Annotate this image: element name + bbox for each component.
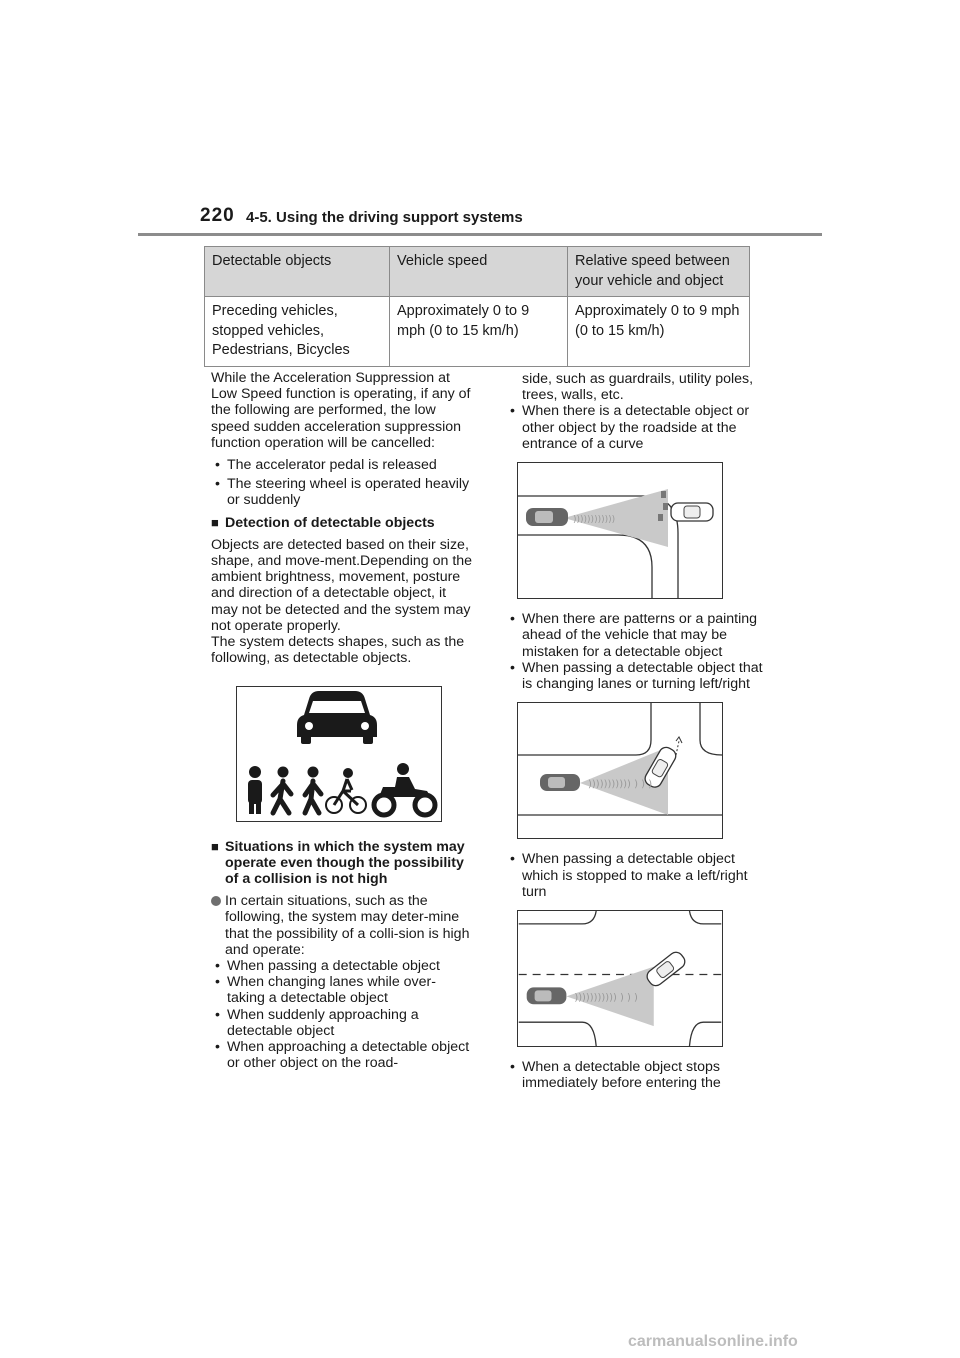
curve-scenario-figure xyxy=(517,462,723,599)
list-item: • When passing a detectable object xyxy=(215,958,440,975)
car-top-icon xyxy=(527,987,567,1004)
table-header-cell: Vehicle speed xyxy=(390,247,568,297)
table-cell: Preceding vehicles, stopped vehicles, Pedestrians, Bicycles xyxy=(205,297,390,367)
situations-heading: ■ Situations in which the system may operate even though the possibility of a collision is not high xyxy=(211,838,465,888)
svg-text:))))))))))) ) ) ): ))))))))))) ) ) ) xyxy=(588,779,653,791)
car-front-icon xyxy=(297,691,377,744)
page-number: 220 xyxy=(200,205,235,226)
table-cell: Approximately 0 to 9 mph (0 to 15 km/h) xyxy=(568,297,750,367)
car-top-icon xyxy=(540,774,580,791)
detectable-objects-table xyxy=(204,246,750,367)
stopped-turn-scenario-figure xyxy=(517,910,723,1047)
pedestrian-walking-icon xyxy=(305,767,321,814)
turning-scenario-figure xyxy=(517,702,723,839)
pedestrian-standing-icon xyxy=(248,766,262,814)
list-item: • When there are patterns or a painting ahead of the vehicle that may be mistaken for a detectable object xyxy=(510,611,758,660)
list-item: • When there is a detectable object or other object by the roadside at the entrance of a curve xyxy=(510,403,750,452)
list-item: • When a detectable object stops immediately before entering the xyxy=(510,1059,721,1092)
list-item: • When passing a detectable object that is changing lanes or turning left/right xyxy=(510,659,763,693)
watermark: carmanualsonline.info xyxy=(628,1333,798,1350)
table-header-cell: Relative speed between your vehicle and object xyxy=(568,247,750,297)
list-item: • When suddenly approaching a detectable object xyxy=(215,1006,419,1039)
bicycle-icon xyxy=(326,768,366,813)
svg-text:)))))))))))): )))))))))))) xyxy=(573,515,616,526)
left-column xyxy=(211,370,473,1072)
list-item: • When changing lanes while over-taking a detectable object xyxy=(215,974,436,1007)
svg-text:))))))))))) ) ) ): ))))))))))) ) ) ) xyxy=(574,992,638,1004)
motorcycle-icon xyxy=(374,763,435,815)
section-title: 4-5. Using the driving support systems xyxy=(246,209,523,226)
pedestrian-walking-icon xyxy=(273,767,291,814)
table-cell: Approximately 0 to 9 mph (0 to 15 km/h) xyxy=(390,297,568,367)
car-top-icon xyxy=(526,508,568,526)
list-item: • When approaching a detectable object or other object on the road- xyxy=(215,1039,470,1072)
table-header-row xyxy=(205,247,750,297)
detection-paragraph: Objects are detected based on their size, shape, and move-ment.Depending on the ambient brightness, movement, posture and direction of a detectable object, it may not be detected and the system may not operate properly. xyxy=(211,536,473,634)
table-header-cell: Detectable objects xyxy=(205,247,390,297)
detection-heading: ■ Detection of detectable objects xyxy=(211,514,435,531)
intro-paragraph: While the Acceleration Suppression at Low Speed function is operating, if any of the following are performed, the low speed sudden acceleration suppression function operation will be cancelled: xyxy=(211,370,471,451)
header-divider xyxy=(138,233,822,236)
list-item: • The accelerator pedal is released xyxy=(215,457,437,474)
car-top-icon xyxy=(671,503,713,521)
detectable-objects-figure xyxy=(236,686,442,822)
right-column xyxy=(506,371,768,1092)
page-header xyxy=(200,205,820,235)
circle-list-item: In certain situations, such as the following, the system may deter-mine that the possibility of a colli-sion is high and operate: xyxy=(211,893,473,958)
list-item: • The steering wheel is operated heavily or suddenly xyxy=(215,476,470,509)
table-row xyxy=(205,297,750,367)
detection-paragraph-2: The system detects shapes, such as the following, as detectable objects. xyxy=(211,634,465,667)
continuation-text: side, such as guardrails, utility poles, trees, walls, etc. xyxy=(522,371,754,404)
list-item: • When passing a detectable object which is stopped to make a left/right turn xyxy=(510,851,748,900)
